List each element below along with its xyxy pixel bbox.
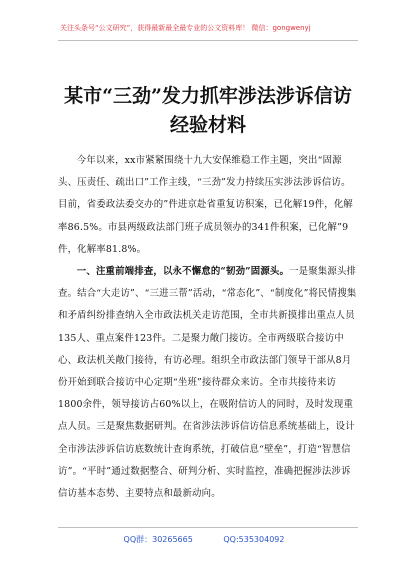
- document-title: 某市“三劲”发力抓牢涉法涉诉信访经验材料: [64, 85, 352, 136]
- paragraph-section-one: [58, 261, 358, 505]
- section-one-text: 一是聚集源头排查。结合“大走访”、“三进三帮”活动，“常态化”、“制度化”将民情搜集和矛盾纠纷排查纳入全市政法机关走访范围，全市共新摸排出重点人员135人、重点案件123件。二是聚力敞门接访。全市两级联合接访中心、政法机关敞门接待，有访必理。组织全市政法部门领导干部从8月份开始到联合接访中心定期“坐班”接待群众来访。全市共接待来访1800余件，领导接访占60%以上，在吸附信访人的同时，及时发现重点人员。三是聚焦数据研判。在省涉法涉诉信访信息系统基础上，设计全市涉法涉诉信访底数统计查询系统，打破信息“壁垒”，打造“智慧信访”。“平时”通过数据整合、研判分析、实时监控，准确把握涉法涉诉信访基本态势、主要特点和最新动向。: [58, 266, 357, 500]
- document-body: [58, 150, 358, 505]
- header-divider: [58, 40, 358, 41]
- footer: [0, 534, 408, 545]
- paragraph-intro: 今年以来，xx市紧紧围绕十九大安保维稳工作主题，突出“固源头、压责任、疏出口”工作主线，“三劲”发力持续压实涉法涉诉信访。目前，省委政法委交办的”件进京赴省重复访积案，已化解19件，化解率86.5%。市县两级政法部门班子成员领办的341件积案，已化解”9件，化解率81.8%。: [58, 155, 353, 255]
- footer-qq-group: QQ群：30265665: [123, 535, 193, 544]
- section-one-heading: 一、注重前端排查，以永不懈怠的“韧劲”固源头。: [76, 266, 290, 278]
- footer-qq-contact: QQ:535304092: [223, 535, 285, 544]
- header-note: 关注头条号“公文研究”，获得最新最全最专业的公文资料库！ 微信：gongwenyj: [60, 24, 311, 32]
- footer-divider: [58, 527, 358, 528]
